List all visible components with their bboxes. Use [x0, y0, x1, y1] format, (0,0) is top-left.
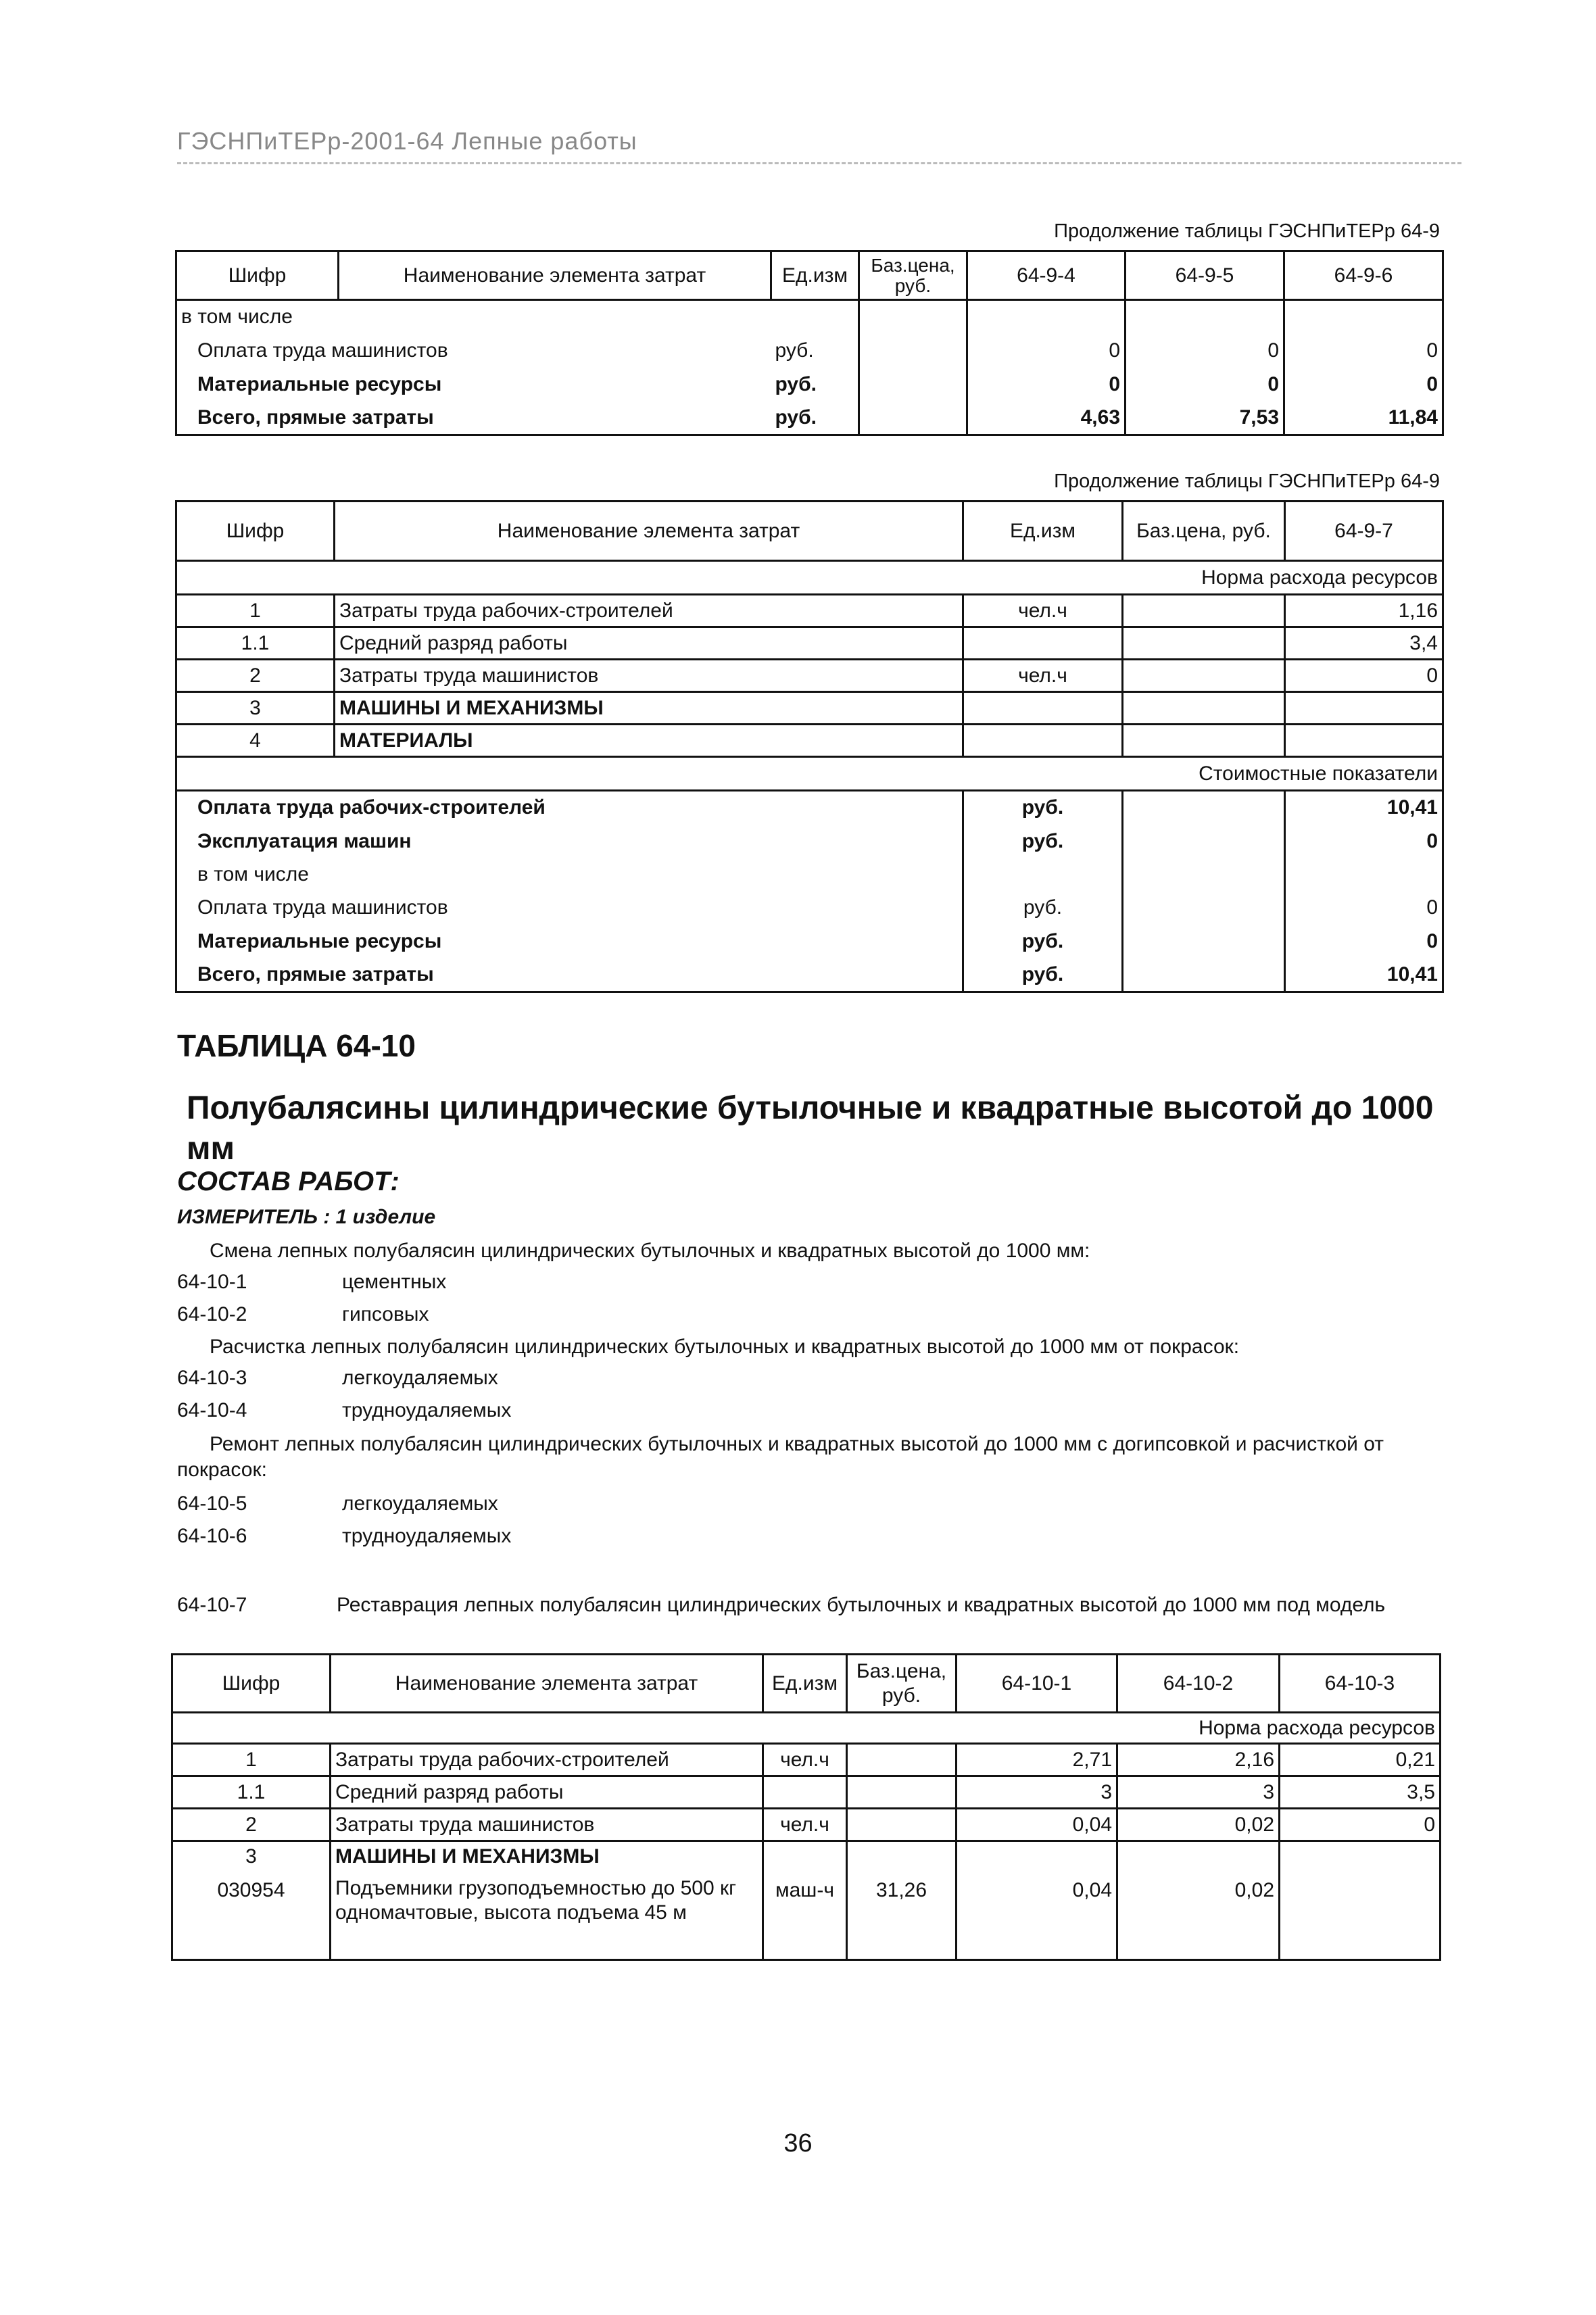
header-divider [177, 162, 1461, 164]
header-col1: 64-9-4 [967, 251, 1126, 300]
table-row: Материальные ресурсы руб. 0 [176, 925, 1443, 958]
header-name: Наименование элемента затрат [335, 502, 963, 561]
header-price: Баз.цена, руб. [847, 1655, 957, 1713]
norm-row [176, 561, 1443, 595]
table-row: Материальные ресурсы руб. 0 0 0 [176, 368, 1443, 401]
table-row [176, 300, 1443, 334]
table-row: Оплата труда машинистов руб. 0 0 0 [176, 334, 1443, 368]
table-row: Эксплуатация машин руб. 0 [176, 825, 1443, 858]
section-title: Полубалясины цилиндрические бутылочные и квадратные высотой до 1000 мм [187, 1090, 1434, 1167]
header-col3: 64-10-3 [1280, 1655, 1441, 1713]
header-col2: 64-10-2 [1117, 1655, 1280, 1713]
table-row: 2 Затраты труда машинистов чел.ч 0,04 0,02 0 [172, 1809, 1441, 1841]
table2-continuation: Продолжение таблицы ГЭСНПиТЕРр 64-9 [1054, 470, 1440, 492]
item-code: 64-10-3 [177, 1367, 247, 1389]
header-price: Баз.цена, руб. [859, 251, 967, 300]
header-unit: Ед.изм [963, 502, 1123, 561]
item-code: 64-10-2 [177, 1303, 247, 1325]
item-text: трудноудаляемых [342, 1525, 512, 1547]
table-row: 2 Затраты труда машинистов чел.ч 0 [176, 660, 1443, 692]
item-text: трудноудаляемых [342, 1399, 512, 1421]
table-row: 3 МАШИНЫ И МЕХАНИЗМЫ [176, 692, 1443, 725]
header-unit: Ед.изм [763, 1655, 847, 1713]
item-text: Реставрация лепных полубалясин цилиндрических бутылочных и квадратных высотой до 1000 мм под модель [337, 1594, 1386, 1616]
table2 [175, 500, 1444, 993]
row-name: Всего, прямые затраты [176, 401, 771, 435]
table-row: Всего, прямые затраты руб. 10,41 [176, 958, 1443, 992]
row-unit: руб. [771, 334, 859, 368]
header-col1: 64-10-1 [957, 1655, 1117, 1713]
header-code: Шифр [172, 1655, 331, 1713]
row-name: в том числе [176, 300, 771, 334]
norm-row [172, 1713, 1441, 1744]
table-row: Оплата труда рабочих-строителей руб. 10,41 [176, 791, 1443, 825]
table-row: 1 Затраты труда рабочих-строителей чел.ч 2,71 2,16 0,21 [172, 1744, 1441, 1776]
paragraph-replacement: Смена лепных полубалясин цилиндрических бутылочных и квадратных высотой до 1000 мм: [210, 1240, 1090, 1262]
header-name: Наименование элемента затрат [331, 1655, 763, 1713]
table-row: 3 МАШИНЫ И МЕХАНИЗМЫ [172, 1841, 1441, 1872]
row-name: Материальные ресурсы [176, 368, 771, 401]
row-unit: руб. [771, 368, 859, 401]
running-head: ГЭСНПиТЕРр-2001-64 Лепные работы [177, 127, 637, 155]
item-text: гипсовых [342, 1303, 429, 1325]
page-number: 36 [783, 2129, 813, 2158]
header-col1: 64-9-7 [1285, 502, 1443, 561]
table-row: 4 МАТЕРИАЛЫ [176, 725, 1443, 757]
table-row: 030954 Подъемники грузоподъемностью до 500 кг одномачтовые, высота подъема 45 м маш-ч 31,26 0,04 0,02 [172, 1872, 1441, 1960]
cost-label: Стоимостные показатели [176, 757, 1443, 791]
table-title: ТАБЛИЦА 64-10 [177, 1028, 416, 1063]
paragraph-repair: Ремонт лепных полубалясин цилиндрических бутылочных и квадратных высотой до 1000 мм с догипсовкой и расчисткой от покрасок: [177, 1433, 1384, 1481]
table1 [175, 250, 1444, 436]
row-unit [771, 300, 859, 334]
header-unit: Ед.изм [771, 251, 859, 300]
item-text: легкоудаляемых [342, 1367, 498, 1389]
table-row: 1 Затраты труда рабочих-строителей чел.ч 1,16 [176, 595, 1443, 627]
item-code: 64-10-7 [177, 1594, 247, 1616]
table-row: 1.1 Средний разряд работы 3 3 3,5 [172, 1776, 1441, 1809]
paragraph-cleaning: Расчистка лепных полубалясин цилиндрических бутылочных и квадратных высотой до 1000 мм от покрасок: [210, 1336, 1240, 1358]
table-row: Всего, прямые затраты руб. 4,63 7,53 11,84 [176, 401, 1443, 435]
header-col3: 64-9-6 [1284, 251, 1443, 300]
table-row: Оплата труда машинистов руб. 0 [176, 891, 1443, 925]
item-code: 64-10-5 [177, 1492, 247, 1515]
row-unit: руб. [771, 401, 859, 435]
cost-row [176, 757, 1443, 791]
table1-header-row [176, 251, 1443, 300]
row-name: Оплата труда машинистов [176, 334, 771, 368]
item-code: 64-10-1 [177, 1271, 247, 1293]
table3-header-row [172, 1655, 1441, 1713]
header-code: Шифр [176, 502, 335, 561]
table3 [171, 1653, 1441, 1961]
header-name: Наименование элемента затрат [339, 251, 771, 300]
table-row: в том числе [176, 858, 1443, 891]
item-code: 64-10-4 [177, 1399, 247, 1421]
measurement-unit: ИЗМЕРИТЕЛЬ : 1 изделие [177, 1206, 436, 1228]
table-row: 1.1 Средний разряд работы 3,4 [176, 627, 1443, 660]
header-price: Баз.цена, руб. [1123, 502, 1285, 561]
norm-label: Норма расхода ресурсов [176, 561, 1443, 595]
header-code: Шифр [176, 251, 339, 300]
table2-header-row [176, 502, 1443, 561]
table1-continuation: Продолжение таблицы ГЭСНПиТЕРр 64-9 [1054, 220, 1440, 242]
item-text: цементных [342, 1271, 447, 1293]
header-col2: 64-9-5 [1126, 251, 1284, 300]
item-code: 64-10-6 [177, 1525, 247, 1547]
item-text: легкоудаляемых [342, 1492, 498, 1515]
norm-label: Норма расхода ресурсов [172, 1713, 1441, 1744]
work-composition-heading: СОСТАВ РАБОТ: [177, 1167, 400, 1196]
